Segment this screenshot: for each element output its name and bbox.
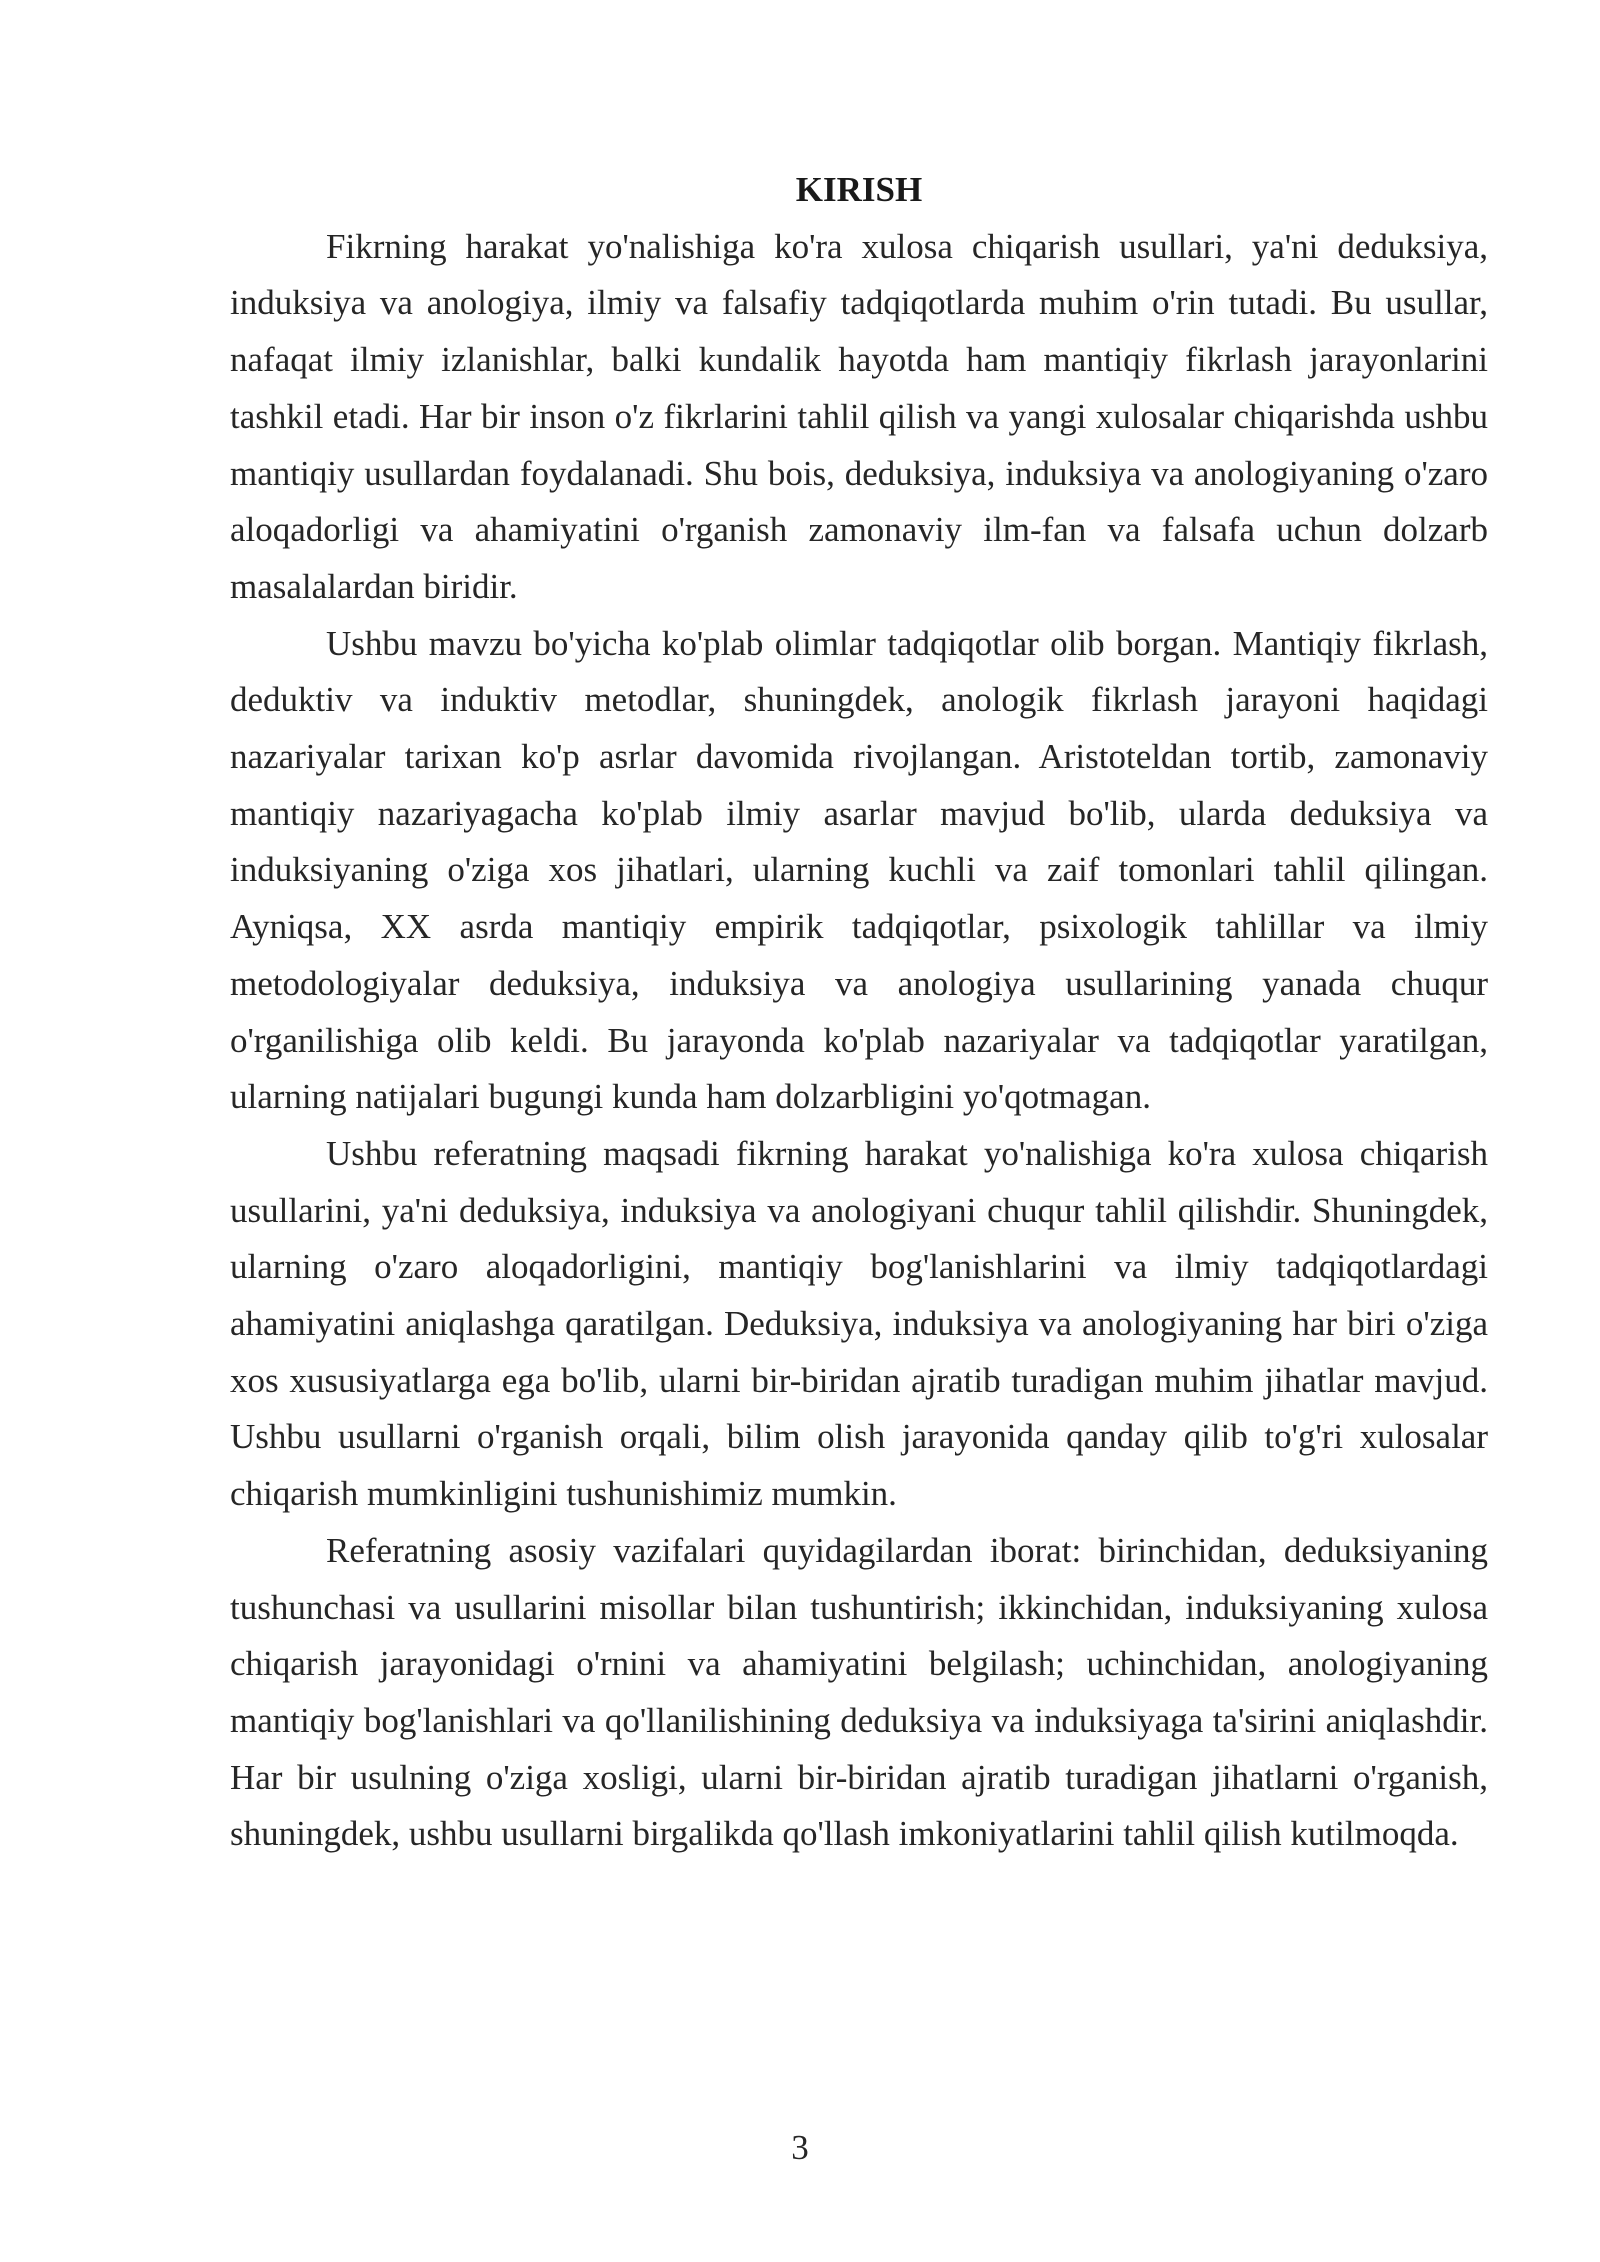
section-title: KIRISH bbox=[795, 170, 923, 209]
page-content bbox=[230, 162, 1488, 1863]
page-number: 3 bbox=[791, 2128, 809, 2167]
paragraph-2: Ushbu mavzu bo'yicha ko'plab olimlar tadqiqotlar olib borgan. Mantiqiy fikrlash, deduktiv va induktiv metodlar, shuningdek, anologik fikrlash jarayoni haqidagi nazariyalar tarixan ko'p asrlar davomida rivojlangan. Aristoteldan tortib, zamonaviy mantiqiy nazariyagacha ko'plab ilmiy asarlar mavjud bo'lib, ularda deduksiya va induksiyaning o'ziga xos jihatlari, ularning kuchli va zaif tomonlari tahlil qilingan. Ayniqsa, XX asrda mantiqiy empirik tadqiqotlar, psixologik tahlillar va ilmiy metodologiyalar deduksiya, induksiya va anologiya usullarining yanada chuqur o'rganilishiga olib keldi. Bu jarayonda ko'plab nazariyalar va tadqiqotlar yaratilgan, ularning natijalari bugungi kunda ham dolzarbligini yo'qotmagan. bbox=[230, 623, 1488, 1117]
paragraph-1: Fikrning harakat yo'nalishiga ko'ra xulosa chiqarish usullari, ya'ni deduksiya, induksiya va anologiya, ilmiy va falsafiy tadqiqotlarda muhim o'rin tutadi. Bu usullar, nafaqat ilmiy izlanishlar, balki kundalik hayotda ham mantiqiy fikrlash jarayonlarini tashkil etadi. Har bir inson o'z fikrlarini tahlil qilish va yangi xulosalar chiqarishda ushbu mantiqiy usullardan foydalanadi. Shu bois, deduksiya, induksiya va anologiyaning o'zaro aloqadorligi va ahamiyatini o'rganish zamonaviy ilm-fan va falsafa uchun dolzarb masalalardan biridir. bbox=[230, 226, 1488, 606]
paragraph-4: Referatning asosiy vazifalari quyidagilardan iborat: birinchidan, deduksiyaning tushunchasi va usullarini misollar bilan tushuntirish; ikkinchidan, induksiyaning xulosa chiqarish jarayonidagi o'rnini va ahamiyatini belgilash; uchinchidan, anologiyaning mantiqiy bog'lanishlari va qo'llanilishining deduksiya va induksiyaga ta'sirini aniqlashdir. Har bir usulning o'ziga xosligi, ularni bir-biridan ajratib turadigan jihatlarni o'rganish, shuningdek, ushbu usullarni birgalikda qo'llash imkoniyatlarini tahlil qilish kutilmoqda. bbox=[230, 1530, 1488, 1854]
paragraph-3: Ushbu referatning maqsadi fikrning harakat yo'nalishiga ko'ra xulosa chiqarish usullarini, ya'ni deduksiya, induksiya va anologiyani chuqur tahlil qilishdir. Shuningdek, ularning o'zaro aloqadorligini, mantiqiy bog'lanishlarini va ilmiy tadqiqotlardagi ahamiyatini aniqlashga qaratilgan. Deduksiya, induksiya va anologiyaning har biri o'ziga xos xususiyatlarga ega bo'lib, ularni bir-biridan ajratib turadigan muhim jihatlar mavjud. Ushbu usullarni o'rganish orqali, bilim olish jarayonida qanday qilib to'g'ri xulosalar chiqarish mumkinligini tushunishimiz mumkin. bbox=[230, 1133, 1488, 1514]
